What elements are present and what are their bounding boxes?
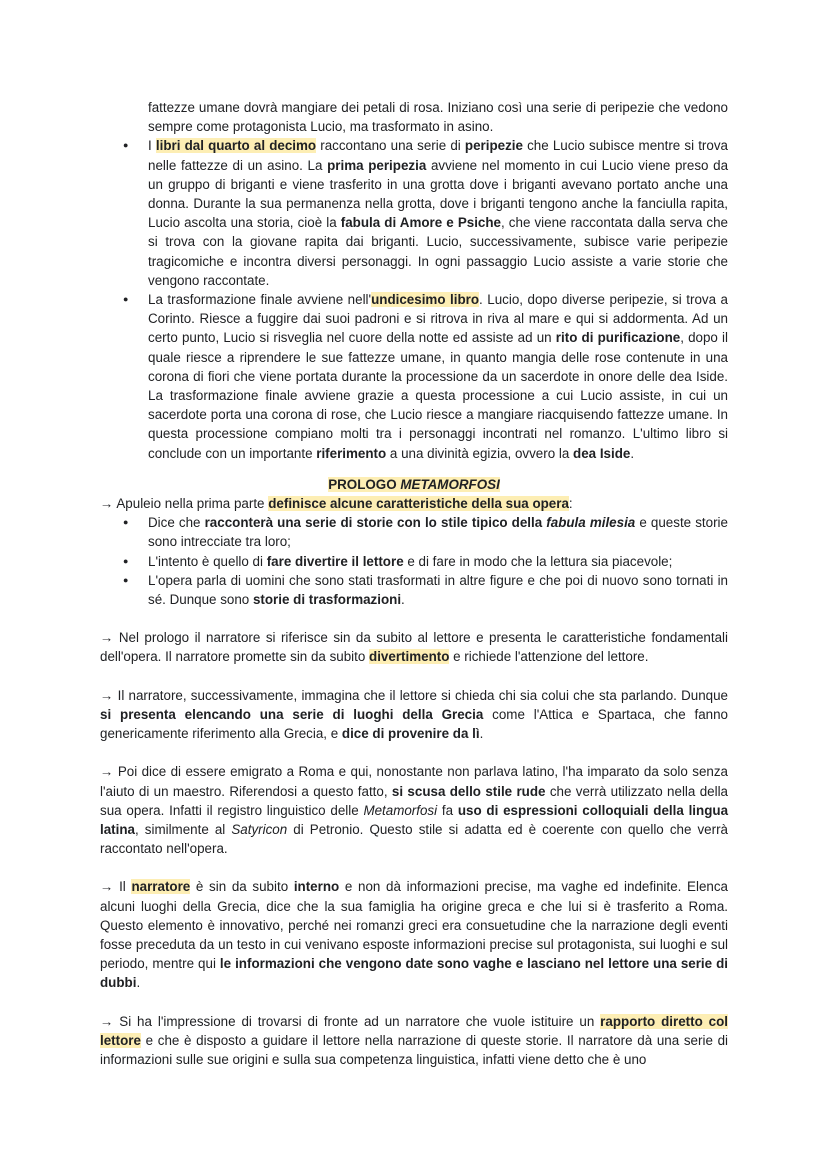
list-item: ● L'intento è quello di fare divertire il lettore e di fare in modo che la lettura sia piacevole;	[100, 552, 728, 571]
document-page	[100, 98, 728, 1069]
prologo-bullet-list	[100, 513, 728, 609]
highlight: definisce alcune caratteristiche della sua opera	[268, 496, 569, 512]
list-item-book-11: ● La trasformazione finale avviene nell'undicesimo libro. Lucio, dopo diverse peripezie, si trova a Corinto. Riesce a fuggire dai suoi padroni e si ritrova in riva al mare e qui si addormenta. Ad un certo punto, Lucio si risveglia nel cuore della notte ed assiste ad un rito di purificazione, dopo il quale riesce a riprendere le sue fattezze umane, in quanto mangia delle rose contenute in una corona di fiori che viene portata durante la processione da un sacerdote in onore delle dea Iside. La trasformazione finale avviene grazie a questa processione a cui Lucio assiste, in cui un sacerdote porta una corona di rose, che Lucio riesce a mangiare riacquisendo fattezze umane. In questa processione compiano molti tra i personaggi incontrati nel romanzo. L'ultimo libro si conclude con un importante riferimento a una divinità egizia, ovvero la dea Iside.	[100, 290, 728, 463]
highlight: divertimento	[369, 649, 450, 665]
highlight: rapporto diretto col lettore	[100, 1013, 728, 1048]
list-item-continuation: fattezze umane dovrà mangiare dei petali di rosa. Iniziano così una serie di peripezie che vedono sempre come protagonista Lucio, ma trasformato in asino.	[148, 100, 728, 135]
highlight: libri dal quarto al decimo	[155, 138, 317, 154]
list-item: ● L'opera parla di uomini che sono stati trasformati in altre figure e che poi di nuovo sono tornati in sé. Dunque sono storie di trasformazioni.	[100, 571, 728, 609]
books-bullet-list	[100, 98, 728, 463]
paragraph-narratore-interno: → Il narratore è sin da subito interno e non dà informazioni precise, ma vaghe ed indefinite. Elenca alcuni luoghi della Grecia, dice che la sua famiglia ha origine greca e che lui si è trasferito a Roma. Questo elemento è innovativo, perché nei romanzi greci era consuetudine che la narrazione degli eventi fosse preceduta da un testo in cui venivano esposte informazioni precise sul protagonista, sui luoghi e sul periodo, mentre qui le informazioni che vengono date sono vaghe e lasciano nel lettore una serie di dubbi.	[100, 879, 728, 991]
paragraph-luoghi-grecia: → Il narratore, successivamente, immagina che il lettore si chieda chi sia colui che sta parlando. Dunque si presenta elencando una serie di luoghi della Grecia come l'Attica e Spartaca, che fanno genericamente riferimento alla Grecia, e dice di provenire da lì.	[100, 687, 728, 742]
section-title: PROLOGO METAMORFOSI	[328, 476, 500, 492]
highlight: undicesimo libro	[371, 292, 480, 308]
list-item-books-4-10: ● I libri dal quarto al decimo raccontano una serie di peripezie che Lucio subisce mentre si trova nelle fattezze di un asino. La prima peripezia avviene nel momento in cui Lucio viene preso da un gruppo di briganti e viene trasferito in una grotta dove i briganti avevano portato anche una donna. Durante la sua permanenza nella grotta, dove i briganti tengono anche la fanciulla rapita, Lucio ascolta una storia, cioè la fabula di Amore e Psiche, che viene raccontata dalla serva che si trova con la giovane rapita dai briganti. Lucio, successivamente, subisce varie peripezie tragicomiche e incontra diversi personaggi. In ogni passaggio Lucio assiste a varie storie che vengono raccontate.	[100, 136, 728, 290]
prologo-intro: → Apuleio nella prima parte definisce alcune caratteristiche della sua opera:	[100, 496, 573, 512]
paragraph-rapporto-lettore: → Si ha l'impressione di trovarsi di fronte ad un narratore che vuole istituire un rapporto diretto col lettore e che è disposto a guidare il lettore nella narrazione di queste storie. Il narratore dà una serie di informazioni sulle sue origini e sulla sua competenza linguistica, infatti viene detto che è uno	[100, 1013, 728, 1067]
paragraph-narratore-prologo: → Nel prologo il narratore si riferisce sin da subito al lettore e presenta le caratteristiche fondamentali dell'opera. Il narratore promette sin da subito divertimento e richiede l'attenzione del lettore.	[100, 630, 728, 665]
highlight: narratore	[131, 879, 191, 895]
paragraph-stile-rude: → Poi dice di essere emigrato a Roma e qui, nonostante non parlava latino, l'ha imparato da solo senza l'aiuto di un maestro. Riferendosi a questo fatto, si scusa dello stile rude che verrà utilizzato nella della sua opera. Infatti il registro linguistico delle Metamorfosi fa uso di espressioni colloquiali della lingua latina, similmente al Satyricon di Petronio. Questo stile si adatta ed è coerente con quello che verrà raccontato nell'opera.	[100, 764, 729, 857]
list-item: ● Dice che racconterà una serie di storie con lo stile tipico della fabula milesia e queste storie sono intrecciate tra loro;	[100, 513, 728, 551]
